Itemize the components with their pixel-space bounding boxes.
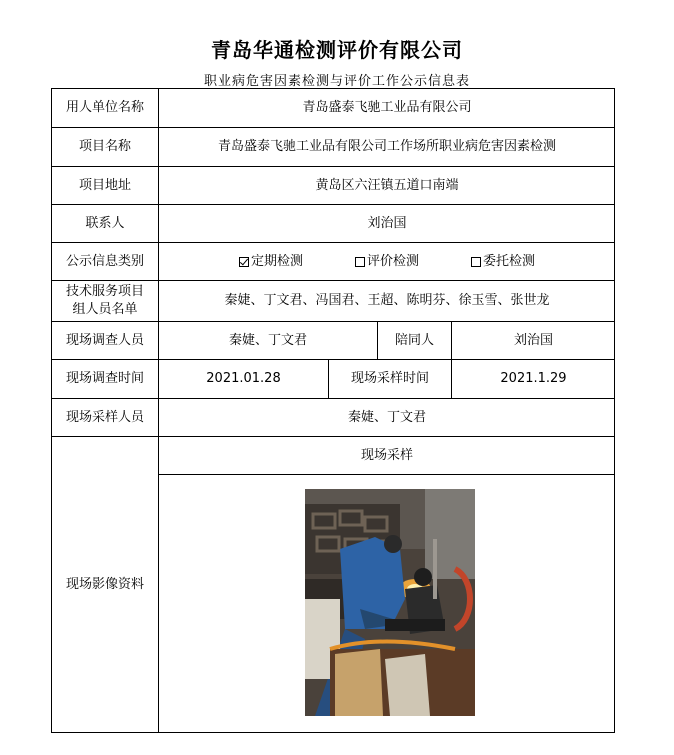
category-option-label: 定期检测 [250,253,303,269]
empty-checkbox-icon [355,257,365,267]
info-table [51,88,615,733]
sampling-staff-label: 现场采样人员 [51,398,158,436]
employer-label: 用人单位名称 [51,88,158,127]
sampling-time-label: 现场采样时间 [328,359,451,398]
survey-time-value: 2021.01.28 [158,359,328,398]
category-option-periodic [239,253,303,271]
workshop-scene-image [305,489,475,716]
sampling-time-value: 2021.1.29 [451,359,615,398]
survey-time-label: 现场调查时间 [51,359,158,398]
category-option-label: 评价检测 [366,253,419,269]
site-sampling-photo [305,489,475,716]
category-option-label: 委托检测 [483,253,536,269]
escort-value: 刘治国 [451,321,615,359]
category-option-commissioned [471,253,535,271]
survey-staff-label: 现场调查人员 [51,321,158,359]
escort-label: 陪同人 [377,321,451,359]
category-option-evaluation [355,253,419,271]
checked-checkbox-icon [239,257,249,267]
address-value: 黄岛区六汪镇五道口南端 [158,166,615,204]
project-label: 项目名称 [51,127,158,166]
category-options [158,242,615,280]
staff-label: 技术服务项目组人员名单 [51,280,158,321]
empty-checkbox-icon [471,257,481,267]
contact-label: 联系人 [51,204,158,242]
form-subtitle: 职业病危害因素检测与评价工作公示信息表 [203,74,470,89]
media-caption: 现场采样 [158,436,615,474]
company-name: 青岛华通检测评价有限公司 [211,38,463,62]
project-value: 青岛盛泰飞驰工业品有限公司工作场所职业病危害因素检测 [158,127,615,166]
media-label: 现场影像资料 [51,436,158,733]
survey-staff-value: 秦婕、丁文君 [158,321,377,359]
staff-value: 秦婕、丁文君、冯国君、王超、陈明芬、徐玉雪、张世龙 [158,280,615,321]
sampling-staff-value: 秦婕、丁文君 [158,398,615,436]
employer-value: 青岛盛泰飞驰工业品有限公司 [158,88,615,127]
category-label: 公示信息类别 [51,242,158,280]
contact-value: 刘治国 [158,204,615,242]
address-label: 项目地址 [51,166,158,204]
